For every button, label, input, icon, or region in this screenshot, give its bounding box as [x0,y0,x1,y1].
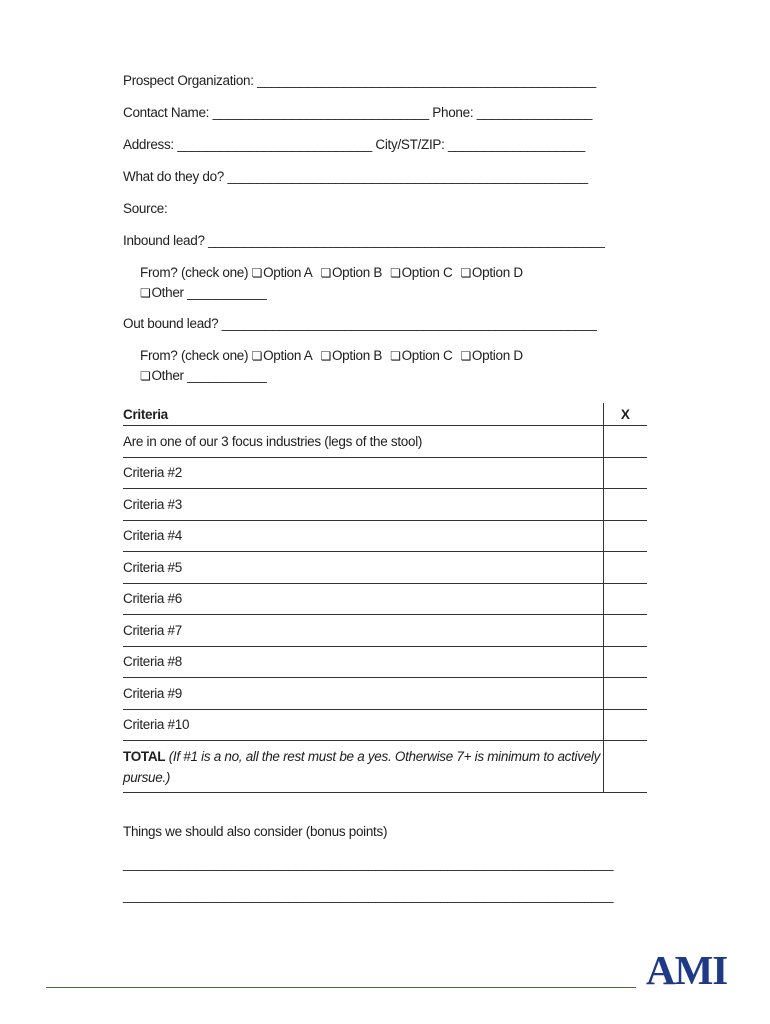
table-row [123,709,647,741]
table-row [123,520,647,552]
criteria-check-cell[interactable] [603,489,647,521]
total-label-cell [123,741,603,793]
total-row [123,741,647,793]
criteria-label: Criteria #10 [123,709,603,741]
criteria-check-cell[interactable] [603,426,647,458]
criteria-check-cell[interactable] [603,709,647,741]
criteria-label: Criteria #2 [123,457,603,489]
checkbox-icon[interactable]: ❏ [390,349,401,363]
inbound-option-other[interactable]: ❏Other ___________ [140,285,267,300]
address-city-line[interactable]: Address: ___________________________ City/ST/ZIP: ___________________ [123,137,585,152]
bonus-line-1[interactable]: ____________________________________________________________________ [123,856,614,871]
criteria-label: Criteria #4 [123,520,603,552]
outbound-option-other[interactable]: ❏Other ___________ [140,368,267,383]
checkbox-icon[interactable]: ❏ [251,266,263,280]
criteria-header: Criteria [123,403,603,426]
inbound-option-c[interactable]: ❏Option C [390,265,453,280]
inbound-option-a[interactable]: ❏Option A [251,265,313,280]
criteria-label: Criteria #6 [123,583,603,615]
inbound-lead-line[interactable]: Inbound lead? _______________________________________________________ [123,233,605,248]
table-row [123,615,647,647]
total-check-cell[interactable] [603,741,647,793]
criteria-check-cell[interactable] [603,615,647,647]
criteria-label: Criteria #8 [123,646,603,678]
ami-logo: AMI [646,947,728,993]
x-header: X [603,403,647,426]
table-row [123,489,647,521]
inbound-option-b[interactable]: ❏Option B [320,265,383,280]
table-row [123,646,647,678]
checkbox-icon[interactable]: ❏ [320,266,331,280]
criteria-check-cell[interactable] [603,678,647,710]
outbound-option-d[interactable]: ❏Option D [460,348,523,363]
criteria-label: Criteria #7 [123,615,603,647]
contact-phone-line[interactable]: Contact Name: ______________________________ Phone: ________________ [123,105,593,120]
criteria-check-cell[interactable] [603,552,647,584]
criteria-label: Criteria #5 [123,552,603,584]
criteria-check-cell[interactable] [603,520,647,552]
criteria-label: Criteria #9 [123,678,603,710]
prospect-organization-line[interactable]: Prospect Organization: _______________________________________________ [123,73,596,88]
criteria-check-cell[interactable] [603,646,647,678]
table-row [123,426,647,458]
criteria-check-cell[interactable] [603,583,647,615]
table-row [123,457,647,489]
total-note: (If #1 is a no, all the rest must be a yes. Otherwise 7+ is minimum to actively pursue.) [123,748,601,785]
outbound-option-a[interactable]: ❏Option A [251,348,313,363]
total-label: TOTAL [123,748,166,764]
criteria-label: Criteria #3 [123,489,603,521]
bonus-label: Things we should also consider (bonus points) [123,824,388,839]
inbound-option-d[interactable]: ❏Option D [460,265,523,280]
criteria-header-row [123,403,647,426]
bonus-line-2[interactable]: ____________________________________________________________________ [123,888,614,903]
criteria-table [123,403,647,793]
outbound-option-b[interactable]: ❏Option B [320,348,383,363]
checkbox-icon[interactable]: ❏ [390,266,401,280]
inbound-from-prompt: From? (check one) [140,265,249,280]
table-row [123,552,647,584]
checkbox-icon[interactable]: ❏ [320,349,331,363]
checkbox-icon[interactable]: ❏ [251,349,263,363]
outbound-lead-line[interactable]: Out bound lead? ____________________________________________________ [123,316,597,331]
checkbox-icon[interactable]: ❏ [460,349,471,363]
criteria-label: Are in one of our 3 focus industries (legs of the stool) [123,426,603,458]
table-row [123,678,647,710]
what-do-they-do-line[interactable]: What do they do? __________________________________________________ [123,169,588,184]
outbound-from-options [140,348,531,363]
checkbox-icon[interactable]: ❏ [140,369,151,383]
source-label: Source: [123,201,168,216]
checkbox-icon[interactable]: ❏ [460,266,471,280]
footer-rule [46,987,636,988]
checkbox-icon[interactable]: ❏ [140,286,151,300]
outbound-option-c[interactable]: ❏Option C [390,348,453,363]
outbound-from-prompt: From? (check one) [140,348,249,363]
table-row [123,583,647,615]
inbound-from-options [140,265,531,280]
criteria-check-cell[interactable] [603,457,647,489]
